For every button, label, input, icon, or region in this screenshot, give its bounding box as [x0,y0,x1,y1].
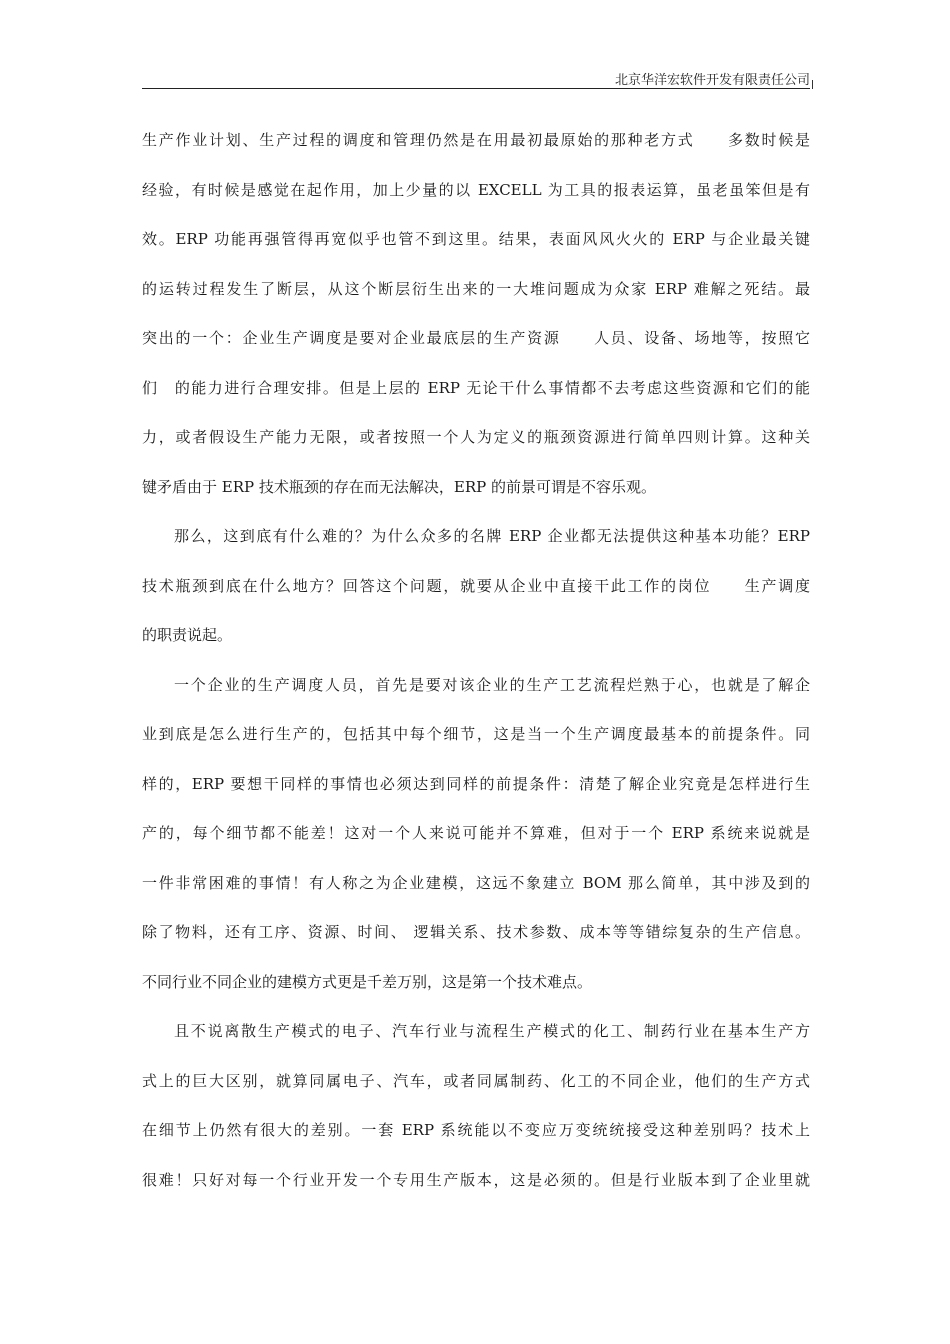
text-line: 一个企业的生产调度人员，首先是要对该企业的生产工艺流程烂熟于心，也就是了解企 [174,675,810,694]
text-line: 突出的一个：企业生产调度是要对企业最底层的生产资源 人员、设备、场地等，按照它 [142,329,810,347]
text-line: 键矛盾由于 ERP 技术瓶颈的存在而无法解决，ERP 的前景可谓是不容乐观。 [142,477,656,496]
text-line: 一件非常困难的事情！有人称之为企业建模，这远不象建立 BOM 那么简单，其中涉及到的 [142,873,810,892]
text-line: 效。ERP 功能再强管得再宽似乎也管不到这里。结果，表面风风火火的 ERP 与企业最关键 [142,230,810,248]
text-line: 式上的巨大区别，就算同属电子、汽车，或者同属制药、化工的不同企业，他们的生产方式 [142,1071,810,1090]
text-line: 力，或者假设生产能力无限，或者按照一个人为定义的瓶颈资源进行简单四则计算。这种关 [142,428,810,446]
paragraph-1 [142,124,810,520]
text-line: 不同行业不同企业的建模方式更是千差万别，这是第一个技术难点。 [142,972,593,991]
text-line: 且不说离散生产模式的电子、汽车行业与流程生产模式的化工、制药行业在基本生产方 [174,1022,810,1040]
header-mark [812,80,813,89]
text-line: 生产作业计划、生产过程的调度和管理仍然是在用最初最原始的那种老方式 多数时候是 [142,131,810,149]
text-line: 产的，每个细节都不能差！这对一个人来说可能并不算难，但对于一个 ERP 系统来说就是 [142,824,810,842]
paragraph-2 [142,520,810,669]
text-line: 那么，这到底有什么难的？为什么众多的名牌 ERP 企业都无法提供这种基本功能？ERP [174,527,810,545]
text-line: 们 的能力进行合理安排。但是上层的 ERP 无论干什么事情都不去考虑这些资源和它们的能 [142,378,810,397]
document-body [142,124,810,1213]
company-name: 北京华洋宏软件开发有限责任公司 [614,73,810,88]
text-line: 样的，ERP 要想干同样的事情也必须达到同样的前提条件：清楚了解企业究竟是怎样进行生 [142,774,810,793]
page-header [142,66,810,89]
text-line: 除了物料，还有工序、资源、时间、 逻辑关系、技术参数、成本等等错综复杂的生产信息。 [142,923,810,941]
paragraph-3 [142,669,810,1016]
paragraph-4 [142,1015,810,1213]
text-line: 在细节上仍然有很大的差别。一套 ERP 系统能以不变应万变统统接受这种差别吗？技术上 [142,1121,810,1139]
text-line: 业到底是怎么进行生产的，包括其中每个细节，这是当一个生产调度最基本的前提条件。同 [142,725,810,743]
text-line: 技术瓶颈到底在什么地方？回答这个问题，就要从企业中直接干此工作的岗位 生产调度 [142,576,810,595]
text-line: 经验，有时候是感觉在起作用，加上少量的以 EXCELL 为工具的报表运算，虽老虽笨但是有 [142,180,810,199]
text-line: 的运转过程发生了断层，从这个断层衍生出来的一大堆问题成为众家 ERP 难解之死结。最 [142,279,810,298]
text-line: 的职责说起。 [142,626,233,644]
text-line: 很难！只好对每一个行业开发一个专用生产版本，这是必须的。但是行业版本到了企业里就 [142,1170,810,1189]
